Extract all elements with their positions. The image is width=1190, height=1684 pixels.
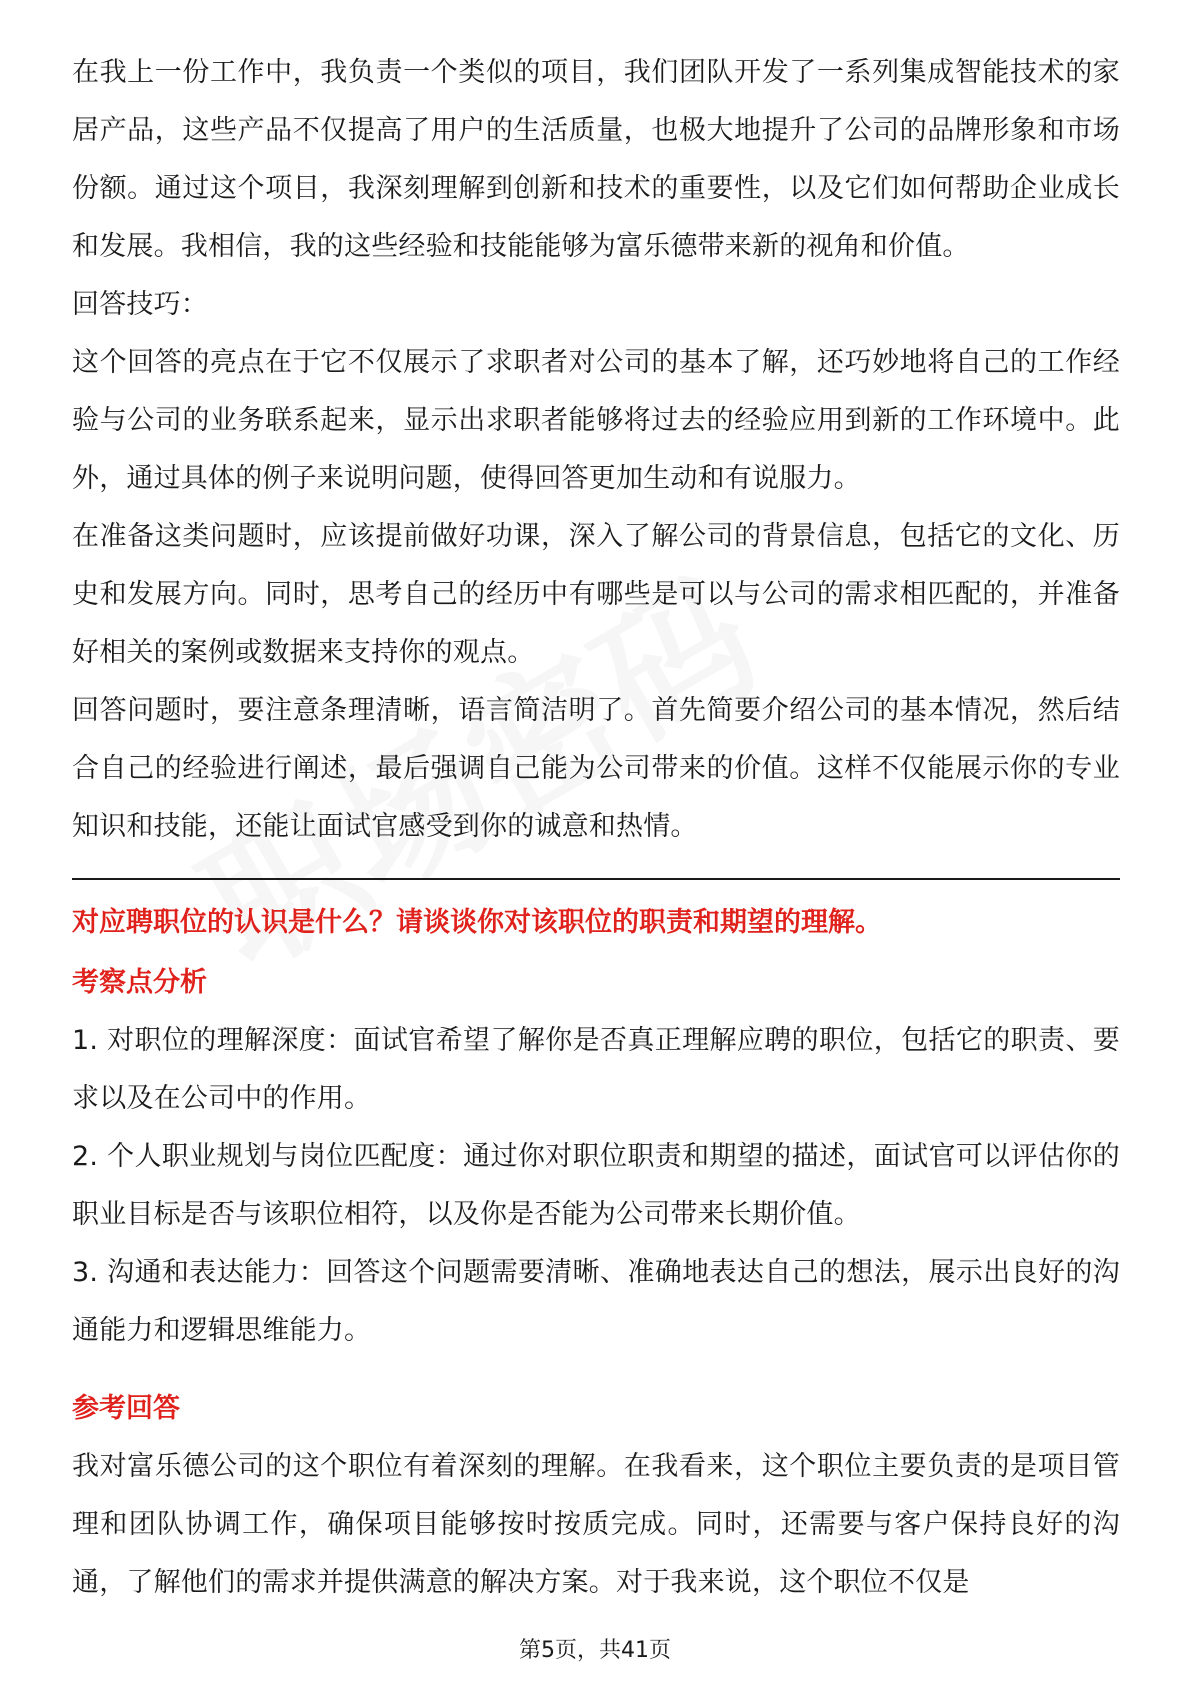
analysis-item: 2. 个人职业规划与岗位匹配度：通过你对职位职责和期望的描述，面试官可以评估你的职业目标是否与该职位相符，以及你是否能为公司带来长期价值。 <box>72 1141 1120 1230</box>
tips-paragraph: 这个回答的亮点在于它不仅展示了求职者对公司的基本了解，还巧妙地将自己的工作经验与公司的业务联系起来，显示出求职者能够将过去的经验应用到新的工作环境中。此外，通过具体的例子来说明问题，使得回答更加生动和有说服力。 <box>72 347 1120 494</box>
page-number: 第5页，共41页 <box>519 1638 671 1663</box>
intro-paragraph: 在我上一份工作中，我负责一个类似的项目，我们团队开发了一系列集成智能技术的家居产品，这些产品不仅提高了用户的生活质量，也极大地提升了公司的品牌形象和市场份额。通过这个项目，我深刻理解到创新和技术的重要性，以及它们如何帮助企业成长和发展。我相信，我的这些经验和技能能够为富乐德带来新的视角和价值。 <box>72 57 1120 262</box>
question-heading: 对应聘职位的认识是什么？请谈谈你对该职位的职责和期望的理解。 <box>72 907 882 938</box>
reference-answer: 我对富乐德公司的这个职位有着深刻的理解。在我看来，这个职位主要负责的是项目管理和团队协调工作，确保项目能够按时按质完成。同时，还需要与客户保持良好的沟通，了解他们的需求并提供满意的解决方案。对于我来说，这个职位不仅是 <box>72 1451 1120 1598</box>
analysis-item: 1. 对职位的理解深度：面试官希望了解你是否真正理解应聘的职位，包括它的职责、要求以及在公司中的作用。 <box>72 1025 1120 1114</box>
analysis-title: 考察点分析 <box>72 967 207 998</box>
tips-paragraph: 回答问题时，要注意条理清晰，语言简洁明了。首先简要介绍公司的基本情况，然后结合自己的经验进行阐述，最后强调自己能为公司带来的价值。这样不仅能展示你的专业知识和技能，还能让面试官感受到你的诚意和热情。 <box>72 695 1120 842</box>
reference-title: 参考回答 <box>72 1393 180 1424</box>
tips-heading: 回答技巧： <box>72 289 208 320</box>
tips-paragraph: 在准备这类问题时，应该提前做好功课，深入了解公司的背景信息，包括它的文化、历史和发展方向。同时，思考自己的经历中有哪些是可以与公司的需求相匹配的，并准备好相关的案例或数据来支持你的观点。 <box>72 521 1120 668</box>
section-divider <box>72 878 1120 880</box>
page-content <box>72 44 1120 1612</box>
analysis-item: 3. 沟通和表达能力：回答这个问题需要清晰、准确地表达自己的想法，展示出良好的沟通能力和逻辑思维能力。 <box>72 1257 1120 1346</box>
